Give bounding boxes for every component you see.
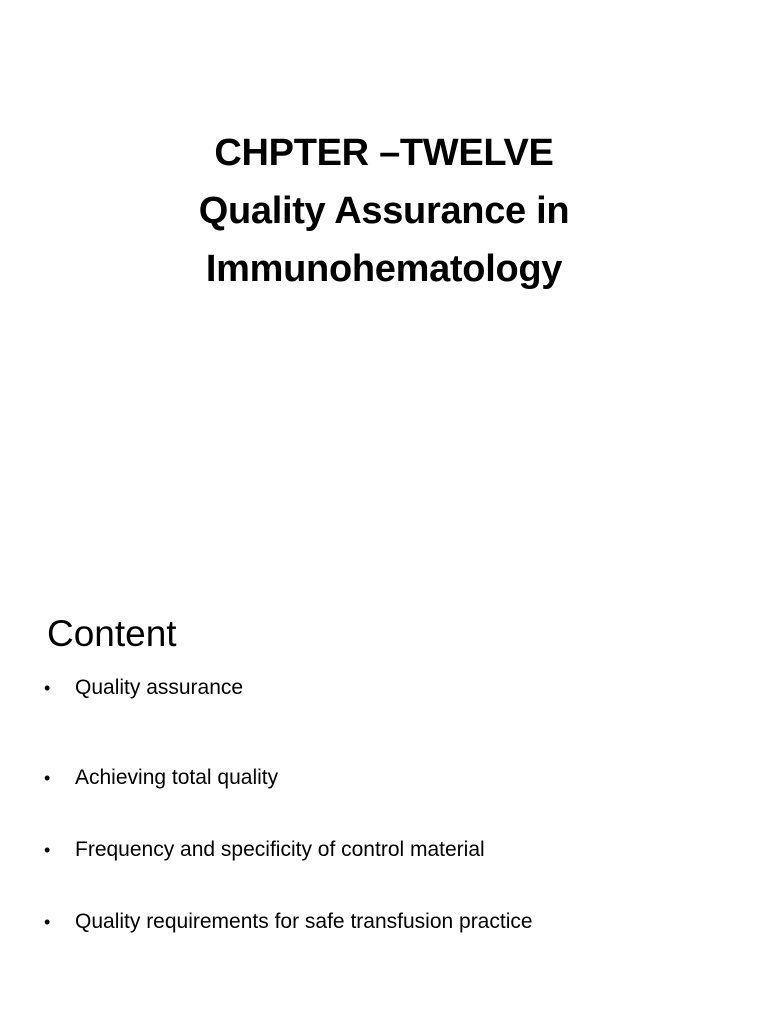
list-item-text: Quality requirements for safe transfusion practice: [75, 910, 533, 933]
content-slide: [0, 576, 768, 1024]
title-line-2: Immunohematology: [205, 248, 563, 290]
slide-title: [0, 124, 768, 298]
bullet-icon: •: [44, 839, 51, 860]
bullet-icon: •: [44, 767, 51, 788]
list-item-text: Achieving total quality: [75, 766, 279, 789]
bullet-icon: •: [44, 677, 51, 698]
list-item-text: Quality assurance: [75, 676, 244, 699]
list-item: [44, 670, 533, 706]
list-item-text: Frequency and specificity of control material: [75, 838, 485, 861]
list-item: [44, 742, 533, 814]
title-line-1: Quality Assurance in: [198, 190, 570, 232]
content-bullet-list: [44, 670, 533, 958]
chapter-label: CHPTER –TWELVE: [214, 132, 554, 174]
content-heading: Content: [47, 613, 177, 654]
list-item: [44, 886, 533, 958]
list-item: [44, 814, 533, 886]
bullet-icon: •: [44, 911, 51, 932]
